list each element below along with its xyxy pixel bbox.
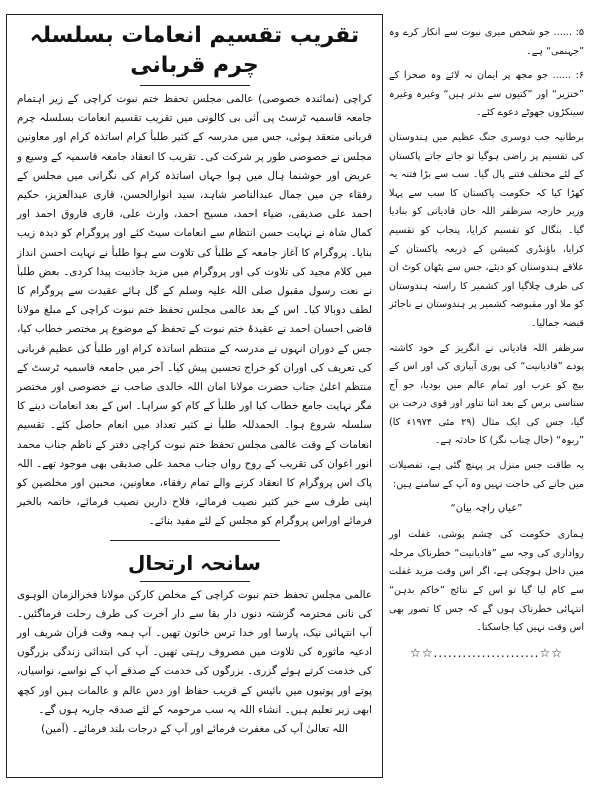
obituary-body: عالمی مجلس تحفظ ختم نبوت کراچی کے مخلص کارکن مولانا فخرالزمان الوہوی کی نانی محترمہ گزشتہ دنوں دار بقا سے دار آخرت کی طرف رحلت فرماگئیں۔ آپ انتہائی نیک، پارسا اور خدا ترس خاتون تھیں۔ آپ ہمہ وقت قرآن شریف اور ادعیہ ماثورہ کی تلاوت میں مصروف رہتی تھیں۔ آپ کی ابتدائی زندگی بزرگوں کی خدمت کرتے ہوئے گزری۔ بزرگوں کی خدمت کے صدقے آپ کے نواسے، نواسیاں، پوتے اور پوتیوں میں بائیس کے قریب حفاظ اور دس عالم و عالمات ہیں اور کچھ ابھی زیر تعلیم ہیں۔ انشاء اللہ یہ سب مرحومہ کے لئے صدقہ جاریہ ہوں گے۔ [17, 588, 372, 716]
sidebar-paragraph-partition: برطانیہ جب دوسری جنگ عظیم میں ہندوستان کی تقسیم پر راضی ہوگیا تو جاتے جاتے پاکستان کے لئے مختلف فتنے پال گیا۔ سب سے بڑا فتنہ یہ کھڑا کیا کہ حکومت پاکستان کا سب سے پہلا وزیر خارجہ سرظفر اللہ خان قادیانی کو بنادیا گیا۔ بنگال کو تقسیم کرایا، پنجاب کو تقسیم کرایا، باؤنڈری کمیشن کے ذریعہ پاکستان کے علاقے ہندوستان کو دیئے، جس سے پٹھان کوٹ ان کی طرف چلاگیا اور کشمیر کا راستہ ہندوستان کو ملا اور مقبوضہ کشمیر پر ہندوستان نے ناجائز قبضہ جمالیا۔ [389, 131, 584, 329]
article-body: کراچی (نمائندہ خصوصی) عالمی مجلس تحفظ ختم نبوت کراچی کے زیر اہتمام جامعہ قاسمیہ ٹرسٹ پی آئی بی کالونی میں تقریب تقسیم انعامات بسلسلہ چرم قربانی منعقد ہوئی، جس میں مدرسہ کے کثیر طلبأ کرام اساتذہ کرام اور معاونین مجلس نے خصوصی طور پر شرکت کی۔ تقریب کا انعقاد جامعہ قاسمیہ کے وسیع و عریض اور خوشنما ہال میں ہوا جہاں اساتذہ کرام کی نگرانی میں مجلس کے رفقاء جن میں جمال عبدالناصر شاہد، سید انوارالحسن، قاری عبدالعزیز، حکیم احمد علی صدیقی، ضیاء احمد، مسیح احمد، وارث علی، قاری فاروق احمد اور کمال شاہ نے نہایت حسن انتظام سے انعامات سیٹ کئے اور پروگرام کو دیدہ زیب بنایا۔ پروگرام کا آغاز جامعہ کے طلبأ کی تلاوت سے ہوا طلبأ نے نہایت احسن انداز میں کلام مجید کی تلاوت کی اور پروگرام میں مزید جاذبیت پیدا کردی۔ بعض طلبأ نے نعت رسول مقبول صلی اللہ علیہ وسلم کے گل ہائے عقیدت سے پروگرام کا لطف دوبالا کیا۔ اس کے بعد عالمی مجلس تحفظ ختم نبوت کراچی کے مبلغ مولانا قاضی احسان احمد نے عقیدۂ ختم نبوت کے تحفظ کے موضوع پر مختصر خطاب کیا، جس کے دوران انہوں نے مدرسہ کے منتظم اساتذہ کرام اور طلبأ کی عظیم قربانی کی تعریف کی اوران کو خراج تحسین پیش کیا۔ آخر میں جامعہ قاسمیہ ٹرسٹ کے منتظم اعلیٰ جناب حضرت مولانا امان اللہ خالدی صاحب نے خصوصی اور مختصر مگر نہایت جامع خطاب کیا اور طلبأ کے کام کو سراہا۔ اس کے بعد انعامات دینے کا سلسلہ شروع ہوا۔ الحمدللہ طلبأ نے کثیر تعداد میں انعام حاصل کئے۔ تقسیم انعامات کے وقت عالمی مجلس تحفظ ختم نبوت کراچی دفتر کے ناظم جناب محمد انور اعوان کی تقریب کے روح رواں جناب محمد علی صدیقی بھی موجود تھے۔ اللہ پاک اس پروگرام کا انعقاد کرنے والے تمام رفقاء، معاونین، محبین اور مخلصین کو اپنی طرف سے خیر کثیر نصیب فرمائے، فلاح دارین نصیب فرمائے، خاتمہ بالخیر فرمائے اوراس پروگرام کو مجلس کے لئے مفید بنائے۔ [17, 93, 372, 528]
sidebar-column [389, 24, 584, 660]
sidebar-point-5: ۵: ...... جو شخص میری نبوت سے انکار کرے وہ ”جہنمی“ ہے۔ [389, 27, 584, 57]
obituary-title-underline [140, 581, 250, 582]
sidebar-paragraph-warning: ہماری حکومت کی چشم پوشی، غفلت اور رواداری کی وجہ سے ”قادیانیت“ خطرناک مرحلہ میں داخل ہوچکی ہے، اگر اس وقت مزید غفلت سے کام لیا گیا تو اس کے نتائج ”خاکم بدہن“ انتہائی خطرناک ہوں گے کہ جس کا تصور بھی اس وقت نہیں کیا جاسکتا۔ [389, 529, 584, 634]
article-title: تقریب تقسیم انعامات بسلسلہ چرم قربانی [29, 23, 360, 78]
sidebar-point-6: ۶: ...... جو مجھ پر ایمان نہ لائے وہ صحرا کے ”خنزیر“ اور ”کتیوں سے بدتر ہیں“ وغیرہ وغیرہ سینکڑوں جھوٹے دعوے کئے۔ [389, 70, 584, 119]
obituary-closing: اللہ تعالیٰ آپ کی مغفرت فرمائے اور آپ کے درجات بلند فرمائے۔ (آمین) [41, 723, 348, 736]
sidebar-quote: ”عیاں راچہ بیان“ [450, 503, 523, 515]
title-underline [140, 85, 250, 86]
section-divider [110, 540, 280, 541]
main-article-box [6, 14, 383, 778]
end-stars: ☆☆......................☆☆ [410, 645, 563, 660]
obituary-title: سانحہ ارتحال [128, 550, 261, 575]
sidebar-paragraph-zafrullah: سرظفر اللہ قادیانی نے انگریز کے خود کاشتہ پودے ”قادیانیت“ کی پوری آبیاری کی اور اس کے بیج کو عرب اور تمام عالم میں بودیا، جو آج ستاسی برس کے بعد اتنا تناور اور قوی درخت بن گیا، جس کی ایک مثال (۲۹ مئی ۱۹۷۴ء کا) ”ربوہ“ (حال چناب نگر) کا حادثہ ہے۔ [389, 342, 584, 447]
sidebar-paragraph-power: یہ طاقت جس منزل پر پہنچ گئی ہے، تفصیلات میں جانے کی حاجت نہیں وہ آپ کے سامنے ہیں: [389, 460, 584, 490]
